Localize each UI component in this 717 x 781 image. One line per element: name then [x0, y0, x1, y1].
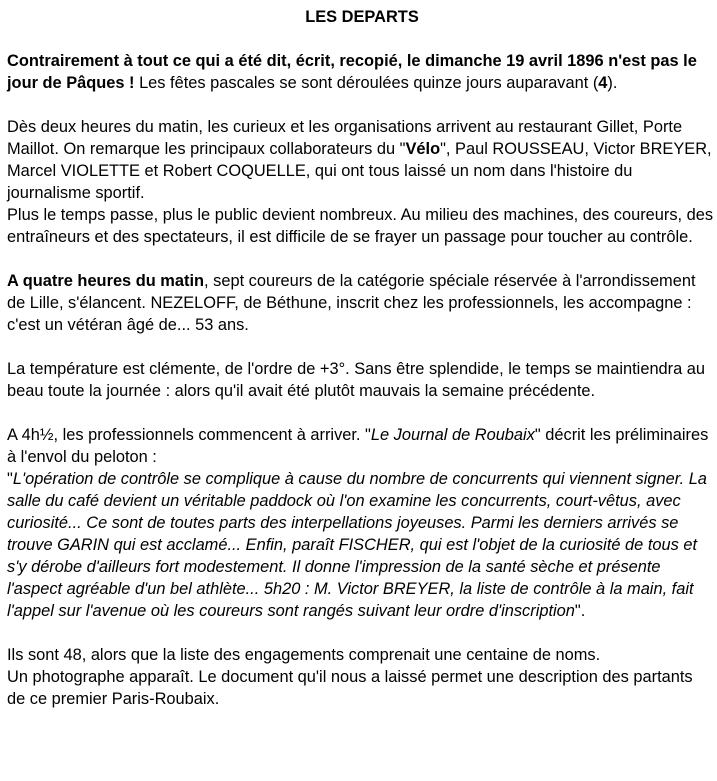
- bold-time: A quatre heures du matin: [7, 272, 205, 290]
- paragraph-text: Dès deux heures du matin, les curieux et les organisations arrivent au restaurant Gillet, Porte Maillot. On remarque les principaux collaborateurs du ": [7, 118, 683, 158]
- paragraph-text: A 4h½, les professionnels commencent à arriver. ": [7, 426, 371, 444]
- velo-name: Vélo: [405, 140, 441, 158]
- spacer: [7, 336, 717, 358]
- spacer: [7, 94, 717, 116]
- paragraph-text: " décrit les préliminaires à l'envol du peloton :: [7, 426, 709, 466]
- paragraph-professionals: [7, 424, 714, 622]
- spacer: [7, 28, 717, 50]
- paragraph-text: Un photographe apparaît. Le document qu'il nous a laissé permet une description des partants de ce premier Paris-Roubaix.: [7, 668, 693, 708]
- journal-name: Le Journal de Roubaix: [370, 426, 535, 444]
- paragraph-text: Les fêtes pascales se sont déroulées quinze jours auparavant (: [134, 74, 599, 92]
- paragraph-text: Plus le temps passe, plus le public devient nombreux. Au milieu des machines, des coureurs, des entraîneurs et des spectateurs, il est difficile de se frayer un passage pour toucher au contrôle.: [7, 206, 714, 246]
- paragraph-count: [7, 644, 714, 710]
- spacer: [7, 622, 717, 644]
- paragraph-easter-date: [7, 50, 714, 94]
- spacer: [7, 248, 717, 270]
- paragraph-four-am: [7, 270, 714, 336]
- paragraph-text: ).: [607, 74, 618, 92]
- paragraph-text: Ils sont 48, alors que la liste des engagements comprenait une centaine de noms.: [7, 646, 601, 664]
- spacer: [7, 402, 717, 424]
- section-title: LES DEPARTS: [305, 8, 419, 26]
- paragraph-text: , sept coureurs de la catégorie spéciale réservée à l'arrondissement de Lille, s'élancent. NEZELOFF, de Béthune, inscrit chez les professionnels, les accompagne : c'est un vétéran âgé de... 53 ans.: [7, 272, 696, 334]
- quote-close: ".: [574, 602, 586, 620]
- quote-open: ": [7, 470, 13, 488]
- footnote-ref: 4: [598, 74, 608, 92]
- bold-statement: Contrairement à tout ce qui a été dit, écrit, recopié, le dimanche 19 avril 1896 n'est pas le jour de Pâques !: [7, 52, 697, 92]
- paragraph-arrivals: [7, 116, 714, 248]
- paragraph-temperature: La température est clémente, de l'ordre de +3°. Sans être splendide, le temps se maintiendra au beau toute la journée : alors qu'il avait été plutôt mauvais la semaine précédente.: [7, 360, 706, 400]
- paragraph-text: ", Paul ROUSSEAU, Victor BREYER, Marcel VIOLETTE et Robert COQUELLE, qui ont tous laissé un nom dans l'histoire du journalisme sportif.: [7, 140, 712, 202]
- quote-text: L'opération de contrôle se complique à cause du nombre de concurrents qui viennent signer. La salle du café devient un véritable paddock où l'on examine les concurrents, court-vêtus, avec curiosité... Ce sont de toutes parts des interpellations joyeuses. Parmi les derniers arrivés se trouve GARIN qui est acclamé... Enfin, paraît FISCHER, qui est l'objet de la curiosité de tous et s'y dérobe d'ailleurs fort modestement. Il donne l'impression de la santé sèche et présente l'aspect agréable d'un bel athlète... 5h20 : M. Victor BREYER, la liste de contrôle à la main, fait l'appel sur l'avenue où les coureurs sont rangés suivant leur ordre d'inscription: [7, 470, 707, 620]
